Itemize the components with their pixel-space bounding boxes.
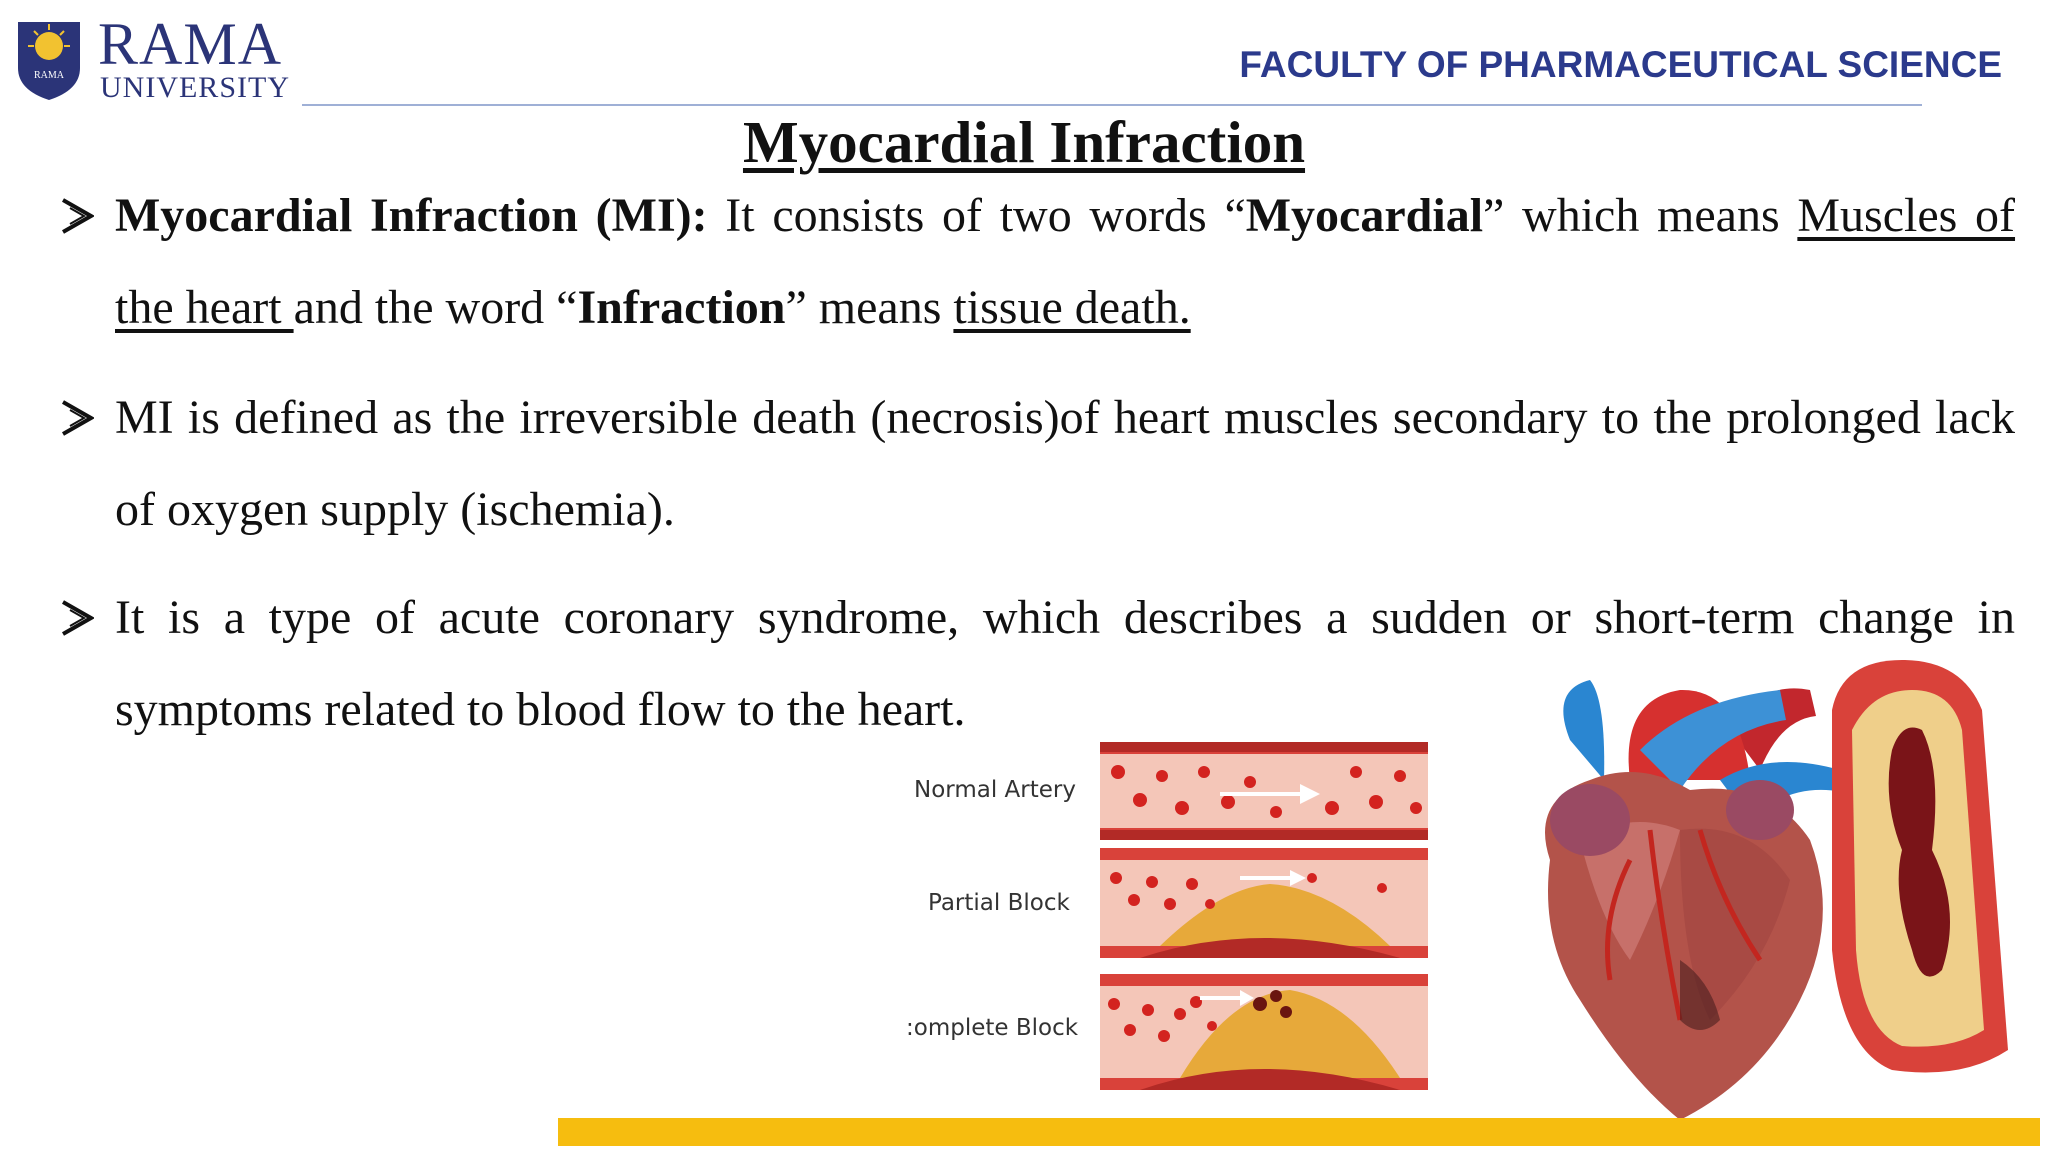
bullet-3-segment: It is a type of acute coronary syndrome, which describes a sudden or short-term change in symptoms related to blood flow to the heart.: [115, 591, 2015, 736]
arrowhead-bullet-icon: [60, 196, 94, 236]
normal-artery-illustration: [1100, 742, 1428, 840]
complete-block-artery-illustration: [1100, 974, 1428, 1090]
bullet-2-text: [115, 372, 2015, 556]
partial-block-artery-illustration: [1100, 848, 1428, 958]
svg-text:RAMA: RAMA: [33, 70, 65, 81]
bullet-1-segment: It consists of two words “: [707, 189, 1246, 242]
bullet-1-segment: and the word “: [293, 281, 578, 334]
bullet-1-text: [115, 170, 2015, 354]
logo-name: RAMA: [98, 11, 283, 77]
label-partial-block: Partial Block: [928, 890, 1070, 916]
arrowhead-bullet-icon: [60, 398, 94, 438]
bullet-1-segment: Muscles of the heart: [115, 189, 2016, 334]
bullet-1-segment: tissue death.: [953, 281, 1191, 334]
bullet-1-segment: Infraction: [577, 281, 786, 334]
university-logo: [14, 11, 314, 110]
label-normal-artery: Normal Artery: [914, 777, 1076, 803]
bullet-2-segment: MI is defined as the irreversible death (necrosis)of heart muscles secondary to the prolonged lack of oxygen supply (ischemia).: [115, 391, 2015, 536]
university-emblem-icon: [14, 16, 84, 102]
bullet-1-segment: ” means: [785, 281, 954, 334]
label-complete-block: :omplete Block: [906, 1015, 1079, 1041]
logo-subtitle: UNIVERSITY: [100, 71, 290, 104]
slide-title: Myocardial Infraction: [742, 109, 1306, 175]
bullet-1-segment: Myocardial: [1245, 189, 1484, 242]
blocked-vessel-illustration: [1812, 650, 2022, 1090]
bullet-1-segment: Myocardial Infraction (MI):: [115, 189, 708, 242]
header-divider: [302, 104, 1922, 106]
footer-accent-bar: [558, 1118, 2040, 1146]
faculty-heading: FACULTY OF PHARMACEUTICAL SCIENCE: [1239, 44, 2002, 85]
bullet-1: [60, 170, 2015, 354]
bullet-2: [60, 372, 2015, 556]
arrowhead-bullet-icon: [60, 598, 94, 638]
bullet-1-segment: ” which means: [1483, 189, 1798, 242]
